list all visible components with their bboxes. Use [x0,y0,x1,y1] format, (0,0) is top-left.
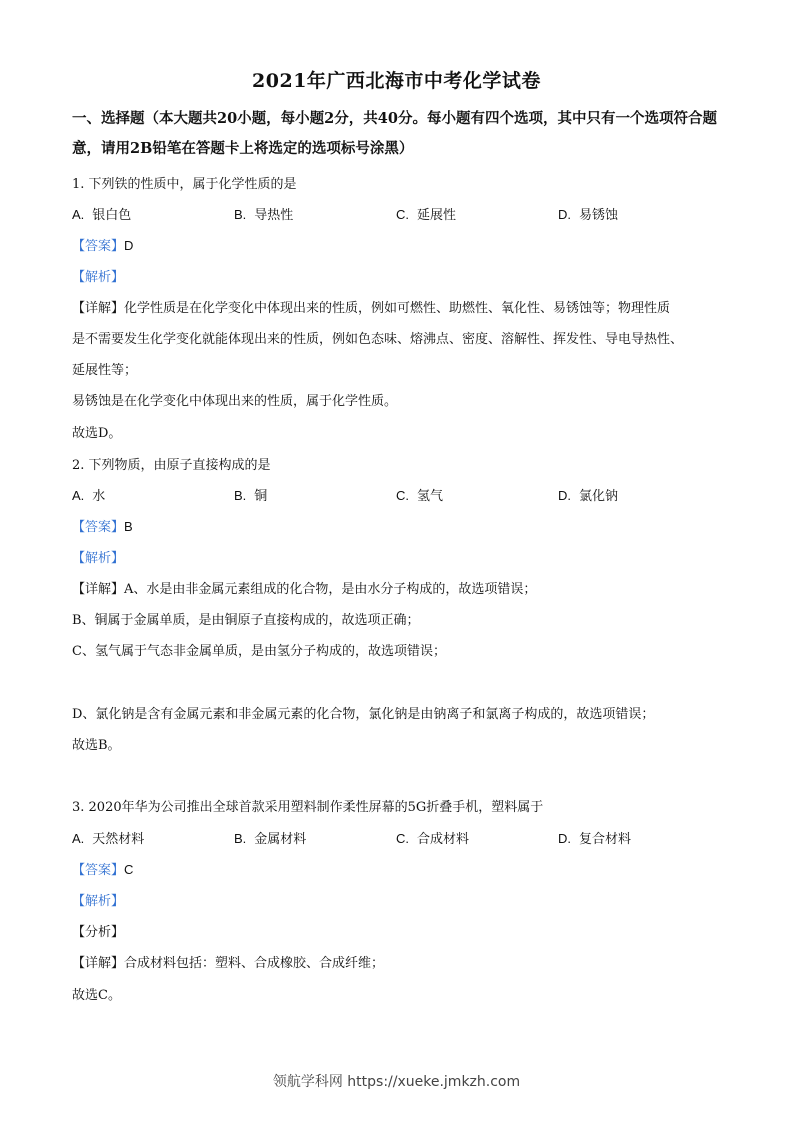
option-text: 金属材料 [254,832,307,847]
option-letter: A. [72,831,85,846]
detail-text: 合成材料包括：塑料、合成橡胶、合成纤维； [124,956,385,971]
question-3-conclusion: 故选C。 [72,988,121,1003]
question-3-stem: 3. 2020年华为公司推出全球首款采用塑料制作柔性屏幕的5G折叠手机，塑料属于 [72,800,544,815]
detail-tag: 【详解】 [72,301,125,316]
question-3-option-a [72,828,144,847]
question-3-analysis-tag: 【解析】 [72,894,125,909]
question-1-detail-line [72,297,670,316]
question-3-fenxi-tag: 【分析】 [72,925,125,940]
option-letter: C. [396,488,409,503]
question-1-option-d [558,204,618,223]
option-text: 延展性 [417,208,457,223]
option-letter: A. [72,207,85,222]
detail-tag: 【详解】 [72,956,125,971]
question-3-option-b [234,828,306,847]
question-1-detail-line: 是不需要发生化学变化就能体现出来的性质，例如色态味、熔沸点、密度、溶解性、挥发性、导电导热性、 [72,332,684,347]
option-text: 易锈蚀 [579,208,619,223]
section-header: 一、选择题（本大题共20小题，每小题2分，共40分。每小题有四个选项，其中只有一个选项符合题意，请用2B铅笔在答题卡上将选定的选项标号涂黑） [72,110,717,157]
option-letter: B. [234,488,247,503]
question-2-option-a [72,485,105,504]
question-1-analysis-tag: 【解析】 [72,270,125,285]
question-2-conclusion: 故选B。 [72,738,121,753]
option-letter: A. [72,488,85,503]
question-3-option-d [558,828,631,847]
question-2-option-d [558,485,618,504]
option-text: 导热性 [254,208,294,223]
option-letter: D. [558,207,571,222]
question-1-detail-line: 易锈蚀是在化学变化中体现出来的性质，属于化学性质。 [72,394,398,409]
page-title: 2021年广西北海市中考化学试卷 [252,70,541,92]
footer-watermark: 领航学科网 https://xueke.jmkzh.com [272,1074,521,1090]
detail-text: A、水是由非金属元素组成的化合物，是由水分子构成的，故选项错误； [124,582,537,597]
question-1-option-b [234,204,293,223]
question-2-answer [72,516,133,535]
option-text: 合成材料 [417,832,470,847]
option-text: 天然材料 [92,832,145,847]
question-1-conclusion: 故选D。 [72,426,122,441]
answer-value: B [124,519,133,534]
detail-text: 化学性质是在化学变化中体现出来的性质，例如可燃性、助燃性、氧化性、易锈蚀等；物理性质 [124,301,671,316]
question-2-stem: 2. 下列物质，由原子直接构成的是 [72,458,271,473]
question-2-detail-line: B、铜属于金属单质，是由铜原子直接构成的，故选项正确； [72,613,420,628]
question-2-detail-line [72,578,536,597]
option-letter: B. [234,207,247,222]
detail-tag: 【详解】 [72,582,125,597]
question-2-analysis-tag: 【解析】 [72,551,125,566]
option-text: 氯化钠 [579,489,619,504]
answer-value: C [124,862,134,877]
option-text: 氢气 [417,489,444,504]
question-1-option-c [396,204,456,223]
option-text: 水 [92,489,106,504]
question-2-detail-line: C、氢气属于气态非金属单质，是由氢分子构成的，故选项错误； [72,644,446,659]
question-1-answer [72,235,133,254]
question-2-option-c [396,485,443,504]
answer-tag: 【答案】 [72,520,125,535]
question-1-option-a [72,204,131,223]
question-1-stem: 1. 下列铁的性质中，属于化学性质的是 [72,177,297,192]
option-text: 铜 [254,489,268,504]
answer-tag: 【答案】 [72,239,125,254]
option-letter: C. [396,207,409,222]
option-text: 复合材料 [579,832,632,847]
option-text: 银白色 [92,208,132,223]
question-3-detail-line [72,952,384,971]
answer-value: D [124,238,134,253]
question-1-detail-line: 延展性等； [72,363,138,378]
question-3-option-c [396,828,469,847]
option-letter: B. [234,831,247,846]
question-2-detail-line: D、氯化钠是含有金属元素和非金属元素的化合物，氯化钠是由钠离子和氯离子构成的，故选项错误； [72,707,655,722]
option-letter: C. [396,831,409,846]
answer-tag: 【答案】 [72,863,125,878]
option-letter: D. [558,488,571,503]
option-letter: D. [558,831,571,846]
question-2-option-b [234,485,267,504]
question-3-answer [72,859,133,878]
